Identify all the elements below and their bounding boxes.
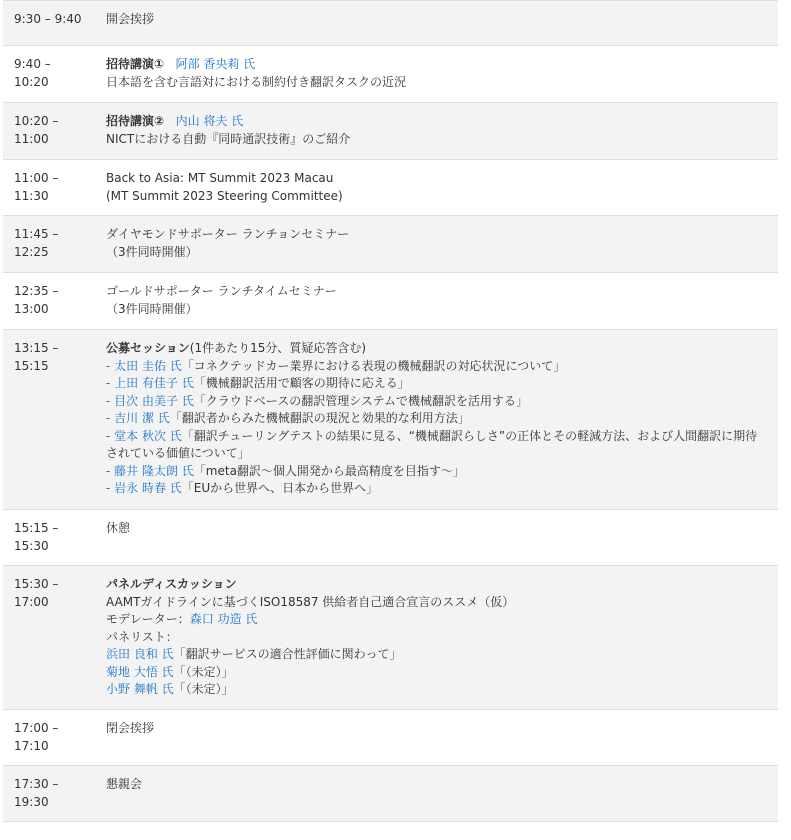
content-cell [106, 720, 778, 765]
time-cell [3, 11, 106, 45]
time-cell [3, 720, 106, 765]
content-cell [106, 776, 778, 821]
session-title: 休憩 [106, 521, 131, 535]
speaker-link[interactable]: 吉川 潔 氏 [114, 411, 170, 425]
time-cell [3, 283, 106, 329]
time-end: 15:15 [14, 358, 49, 373]
content-cell [106, 113, 778, 159]
session-title: 懇親会 [106, 777, 143, 791]
content-cell [106, 520, 778, 565]
talk-title: 「コネクテッドカー業界における表現の機械翻訳の対応状況について」 [181, 358, 566, 373]
table-row [3, 709, 778, 765]
table-row [3, 329, 778, 509]
session-description: AAMTガイドラインに基づくISO18587 供給者自己適合宣言のススメ（仮） [106, 594, 515, 609]
time-cell [3, 776, 106, 821]
content-cell [106, 11, 778, 45]
talk-title: 「meta翻訳～個人開発から最高精度を目指す～」 [193, 463, 465, 478]
moderator-link[interactable]: 森口 功造 氏 [189, 612, 258, 626]
speaker-link[interactable]: 太田 圭佑 氏 [114, 358, 182, 373]
time-end: 10:20 [14, 74, 49, 89]
time-end: 13:00 [14, 301, 49, 316]
session-title: ダイヤモンドサポーター ランチョンセミナー [106, 227, 350, 241]
time-end: 17:00 [14, 594, 49, 609]
session-title: 招待講演① [106, 57, 165, 71]
list-item: - 上田 有佳子 氏「機械翻訳活用で顧客の期待に応える」 [106, 376, 410, 390]
time-cell [3, 170, 106, 215]
time-end: 17:10 [14, 738, 49, 753]
session-note: （3件同時開催） [106, 244, 198, 259]
talk-title: 「翻訳チューリングテストの結果に見る、“機械翻訳らしさ”の正体とその軽減方法、および人間翻訳に期待されている価値について」 [106, 428, 758, 460]
time-cell [3, 226, 106, 272]
time-start: 15:15 – [14, 521, 59, 535]
time-end: 19:30 [14, 794, 49, 809]
speaker-link[interactable]: 目次 由美子 氏 [114, 393, 194, 408]
session-note: (1件あたり15分、質疑応答含む) [189, 341, 367, 355]
time-end: 11:30 [14, 188, 49, 203]
list-item: - 吉川 潔 氏「翻訳者からみた機械翻訳の現況と効果的な利用方法」 [106, 411, 470, 425]
session-title: 閉会挨拶 [106, 721, 155, 735]
content-cell [106, 576, 778, 709]
content-cell [106, 283, 778, 329]
table-row [3, 565, 778, 709]
session-title: パネルディスカッション [106, 577, 237, 591]
content-cell [106, 340, 778, 509]
talk-title: 「翻訳サービスの適合性評価に関わって」 [173, 647, 402, 661]
session-description: 日本語を含む言語対における制約付き翻訳タスクの近況 [106, 74, 407, 89]
time-range: 9:30 – 9:40 [14, 12, 82, 26]
table-row [3, 102, 778, 159]
table-row [3, 215, 778, 272]
time-start: 15:30 – [14, 577, 59, 591]
talk-title: 「機械翻訳活用で顧客の期待に応える」 [193, 376, 410, 390]
time-start: 12:35 – [14, 284, 59, 298]
panelist-link[interactable]: 菊地 大悟 氏 [106, 664, 174, 679]
time-start: 11:45 – [14, 227, 59, 241]
session-title: 招待講演② [106, 114, 165, 128]
speaker-link[interactable]: 上田 有佳子 氏 [114, 376, 194, 390]
talk-title: 「（未定）」 [173, 664, 234, 679]
time-cell [3, 340, 106, 509]
list-item: - 目次 由美子 氏「クラウドベースの翻訳管理システムで機械翻訳を活用する」 [106, 393, 528, 408]
moderator-label: モデレーター： [106, 612, 190, 626]
list-item: - 藤井 隆太朗 氏「meta翻訳～個人開発から最高精度を目指す～」 [106, 463, 465, 478]
table-row [3, 509, 778, 565]
time-start: 13:15 – [14, 341, 59, 355]
list-item [106, 664, 768, 682]
table-row [3, 45, 778, 102]
list-item [106, 646, 768, 664]
table-row [3, 765, 778, 822]
speaker-link[interactable]: 岩永 時春 氏 [114, 481, 182, 495]
time-start: 10:20 – [14, 114, 59, 128]
session-title: 開会挨拶 [106, 12, 155, 26]
time-end: 12:25 [14, 244, 49, 259]
time-start: 17:30 – [14, 777, 59, 791]
list-item: - 太田 圭佑 氏「コネクテッドカー業界における表現の機械翻訳の対応状況について」 [106, 358, 566, 373]
table-row [3, 159, 778, 215]
table-row [3, 0, 778, 45]
session-note: （3件同時開催） [106, 301, 198, 316]
talk-title: 「翻訳者からみた機械翻訳の現況と効果的な利用方法」 [169, 411, 470, 425]
session-title: Back to Asia: MT Summit 2023 Macau [106, 171, 334, 185]
panelist-link[interactable]: 小野 舞帆 氏 [106, 682, 174, 696]
talk-title: 「EUから世界へ、日本から世界へ」 [181, 481, 379, 495]
talk-title: 「クラウドベースの翻訳管理システムで機械翻訳を活用する」 [193, 393, 528, 408]
content-cell [106, 226, 778, 272]
time-end: 11:00 [14, 131, 49, 146]
session-description: NICTにおける自動『同時通訳技術』のご紹介 [106, 131, 351, 146]
session-title: 公募セッション [106, 341, 190, 355]
time-start: 11:00 – [14, 171, 59, 185]
speaker-link[interactable]: 藤井 隆太朗 氏 [114, 463, 194, 478]
session-title: ゴールドサポーター ランチタイムセミナー [106, 284, 337, 298]
schedule-table [3, 0, 778, 822]
speaker-link[interactable]: 堂本 秋次 氏 [114, 428, 182, 443]
content-cell [106, 56, 778, 102]
list-item: - 岩永 時春 氏「EUから世界へ、日本から世界へ」 [106, 481, 379, 495]
time-start: 17:00 – [14, 721, 59, 735]
time-cell [3, 56, 106, 102]
time-cell [3, 113, 106, 159]
panelist-link[interactable]: 浜田 良和 氏 [106, 647, 174, 661]
table-row [3, 272, 778, 329]
speaker-link[interactable]: 内山 将夫 氏 [175, 114, 244, 128]
time-start: 9:40 – [14, 57, 51, 71]
list-item [106, 681, 768, 699]
time-cell [3, 520, 106, 565]
list-item: - 堂本 秋次 氏「翻訳チューリングテストの結果に見る、“機械翻訳らしさ”の正体とその軽減方法、および人間翻訳に期待されている価値について」 [106, 428, 758, 460]
panelists-label: パネリスト： [106, 629, 178, 644]
content-cell [106, 170, 778, 215]
time-cell [3, 576, 106, 709]
time-end: 15:30 [14, 538, 49, 553]
session-subtitle: (MT Summit 2023 Steering Committee) [106, 188, 343, 203]
speaker-link[interactable]: 阿部 香央莉 氏 [175, 57, 256, 71]
talk-title: 「（未定）」 [173, 682, 234, 696]
